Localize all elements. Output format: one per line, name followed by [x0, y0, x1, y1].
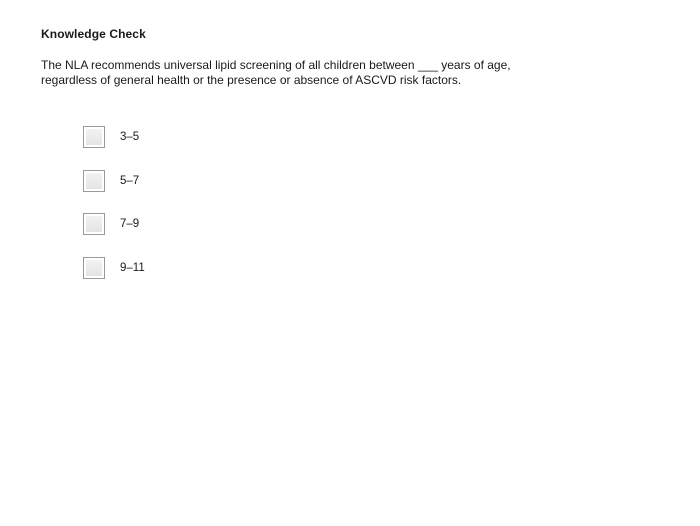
answer-checkbox-4[interactable] [83, 257, 105, 279]
answer-option-4[interactable] [83, 255, 145, 281]
question-line-1: The NLA recommends universal lipid screening of all children between ___ years of age, [41, 58, 511, 72]
answer-option-3[interactable] [83, 211, 145, 237]
answer-label-3[interactable]: 7–9 [120, 218, 140, 230]
answer-label-2[interactable]: 5–7 [120, 174, 140, 187]
answer-options [83, 124, 145, 298]
answer-checkbox-2[interactable] [83, 170, 105, 192]
answer-option-2[interactable] [83, 168, 145, 194]
question-line-2: regardless of general health or the presence or absence of ASCVD risk factors. [41, 73, 462, 87]
answer-label-4[interactable]: 9–11 [120, 261, 145, 274]
answer-checkbox-3[interactable] [83, 213, 105, 235]
answer-label-1[interactable]: 3–5 [120, 131, 140, 143]
answer-checkbox-1[interactable] [83, 126, 105, 148]
page-title: Knowledge Check [41, 27, 146, 41]
question-text [41, 58, 561, 88]
answer-option-1[interactable] [83, 124, 145, 150]
